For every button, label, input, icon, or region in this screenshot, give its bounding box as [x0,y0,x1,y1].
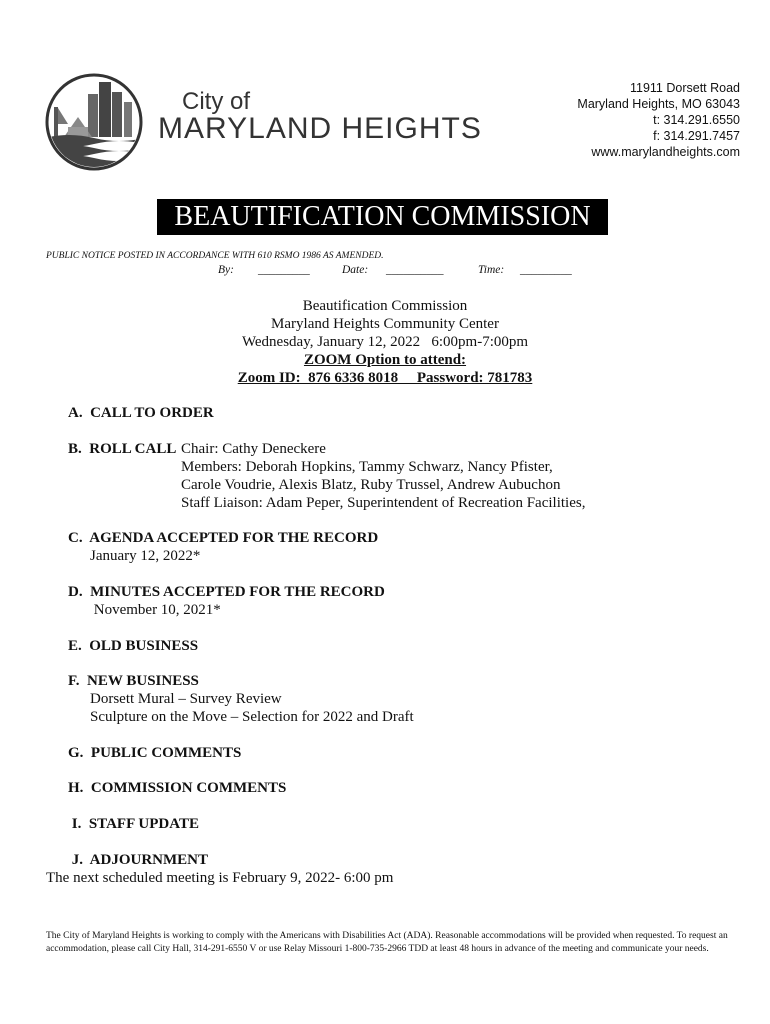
agenda-item-e: E. OLD BUSINESS [68,638,199,654]
agenda-item-h: H. COMMISSION COMMENTS [68,780,287,796]
city-name-label: MARYLAND HEIGHTS [158,112,482,145]
agenda-item-g: G. PUBLIC COMMENTS [68,745,242,761]
address-line2: Maryland Heights, MO 63043 [577,97,740,111]
ada-footer: The City of Maryland Heights is working to comply with the Americans with Disabilities Act (ADA). Reasonable accommodations will be provided when requested. To request an accommodation, please call City Hall, 314-291-6550 V or use Relay Missouri 1-800-735-2966 TDD at least 48 hours in advance of the meeting and communicate your needs. [46,931,728,954]
agenda-item-c-detail: January 12, 2022* [90,548,201,564]
agenda-item-a: A. CALL TO ORDER [68,405,214,421]
city-logo-icon [44,72,144,172]
date-blank: __________ [386,264,444,276]
address-line1: 11911 Dorsett Road [629,81,740,95]
agenda-item-f: F. NEW BUSINESS [68,673,199,689]
roll-call-members: Members: Deborah Hopkins, Tammy Schwarz, Nancy Pfister, [181,459,553,475]
next-meeting-text: The next scheduled meeting is February 9, 2022- 6:00 pm [46,870,394,886]
contact-block [577,80,740,160]
website-link[interactable]: www.marylandheights.com [591,145,740,159]
agenda-item-d-detail: November 10, 2021* [90,602,221,618]
meeting-info [0,297,770,387]
city-of-label: City of [182,88,251,115]
roll-call-staff: Staff Liaison: Adam Peper, Superintendent of Recreation Facilities, [181,495,586,511]
date-label: Date: [342,264,369,276]
page-title: BEAUTIFICATION COMMISSION [157,199,608,235]
zoom-heading: ZOOM Option to attend: [303,352,467,368]
roll-call-members-cont: Carole Voudrie, Alexis Blatz, Ruby Trussel, Andrew Aubuchon [181,477,561,493]
zoom-details: Zoom ID: 876 6336 8018 Password: 781783 [237,370,533,386]
phone-number: t: 314.291.6550 [653,113,740,127]
roll-call-chair: Chair: Cathy Deneckere [181,441,326,457]
fax-number: f: 314.291.7457 [653,129,740,143]
agenda-item-b: B. ROLL CALL [68,441,177,457]
by-blank: _________ [258,264,310,276]
meeting-location: Maryland Heights Community Center [271,316,499,332]
agenda-item-j: J. ADJOURNMENT [68,852,209,868]
meeting-name: Beautification Commission [302,298,468,314]
agenda-item-f-detail-1: Dorsett Mural – Survey Review [90,691,282,707]
time-label: Time: [478,264,505,276]
agenda-item-c: C. AGENDA ACCEPTED FOR THE RECORD [68,530,379,546]
agenda-item-f-detail-2: Sculpture on the Move – Selection for 2022 and Draft [90,709,414,725]
by-label: By: [218,264,234,276]
agenda-item-d: D. MINUTES ACCEPTED FOR THE RECORD [68,584,385,600]
time-blank: _________ [520,264,572,276]
public-notice: PUBLIC NOTICE POSTED IN ACCORDANCE WITH 610 RSMO 1986 AS AMENDED. [46,251,384,261]
agenda-item-i: I. STAFF UPDATE [68,816,199,832]
meeting-datetime: Wednesday, January 12, 2022 6:00pm-7:00pm [241,334,529,350]
